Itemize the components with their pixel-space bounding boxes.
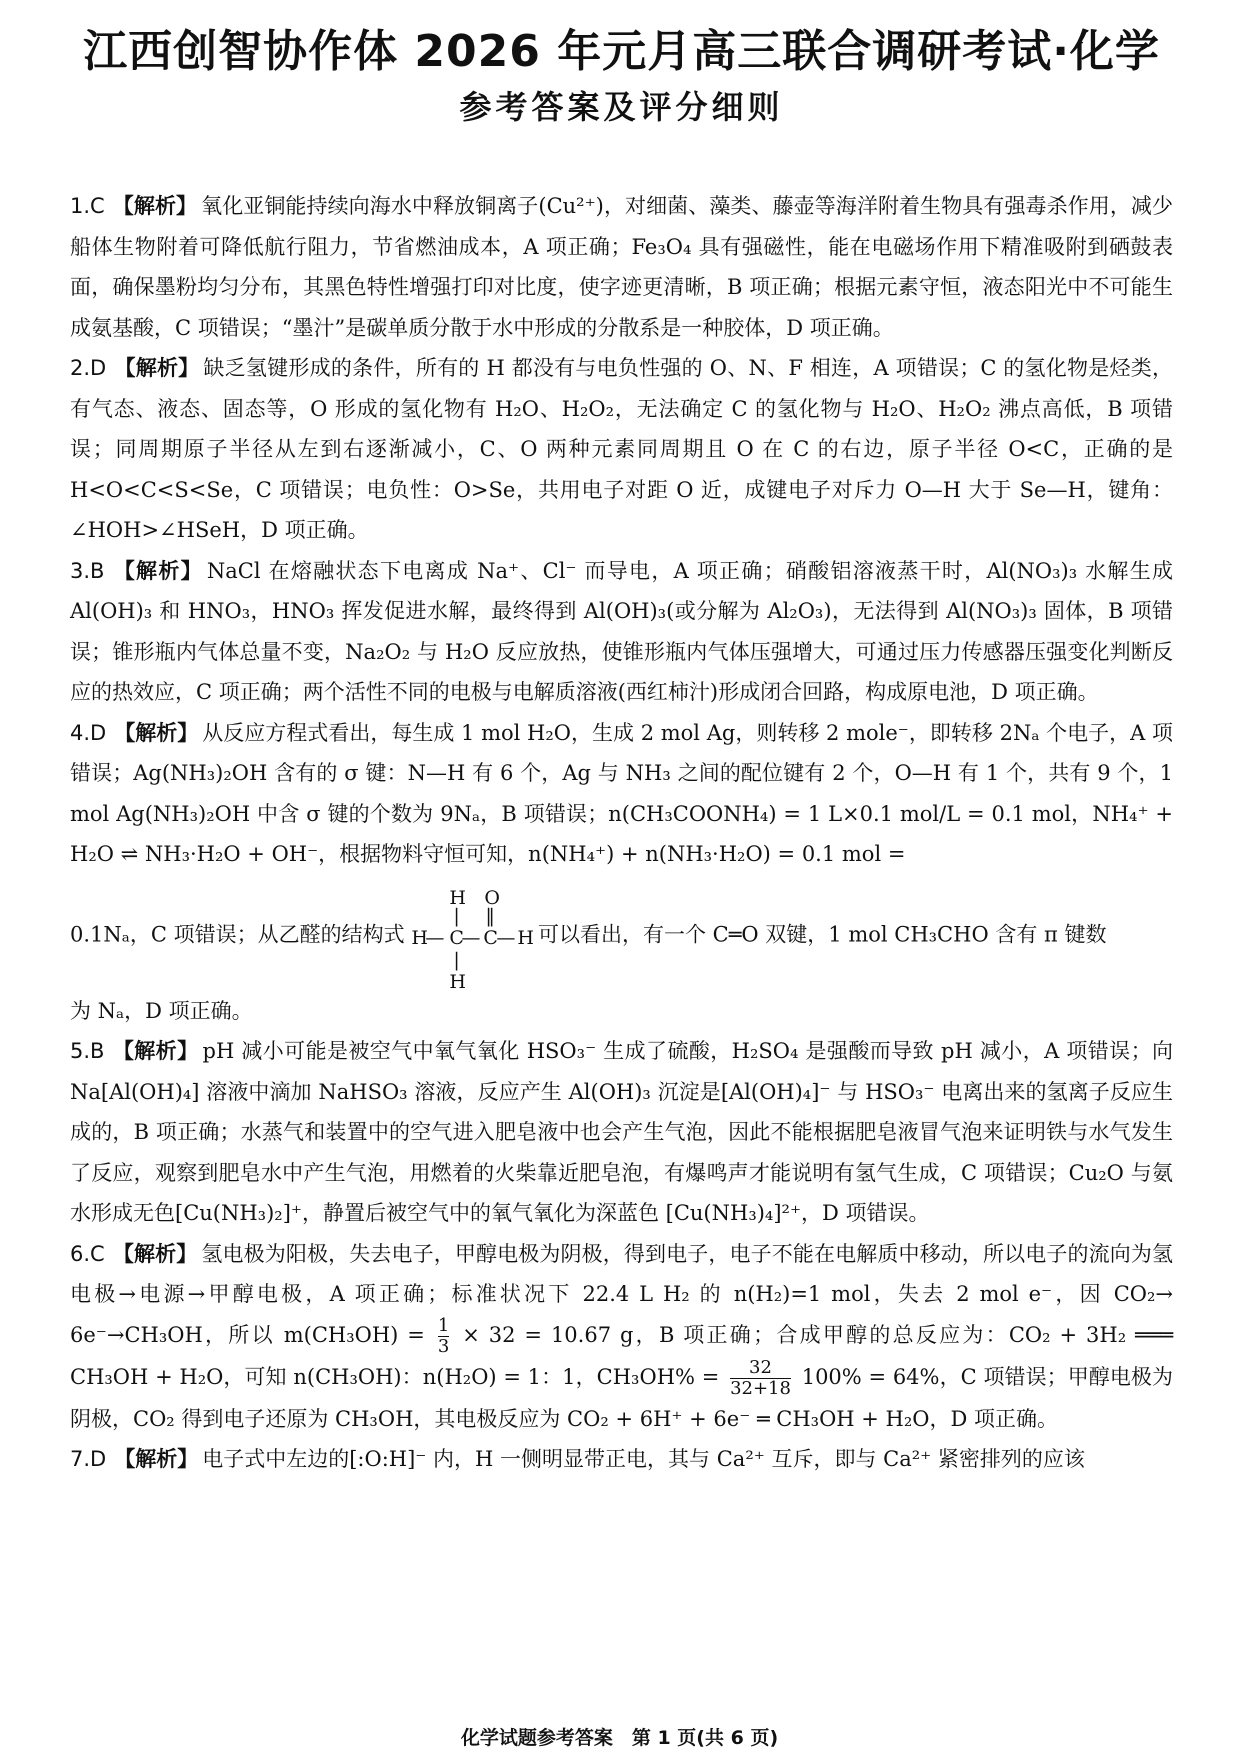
answer-text: NaCl 在熔融状态下电离成 Na⁺、Cl⁻ 而导电，A 项正确；硝酸铝溶液蒸干时，Al(NO₃)₃ 水解生成 Al(OH)₃ 和 HNO₃，HNO₃ 挥发促进水解，最终得到 Al(OH)₃(或分解为 Al₂O₃)，无法得到 Al(NO₃)₃ 固体，B 项错误；锥形瓶内气体总量不变，Na₂O₂ 与 H₂O 反应放热，使锥形瓶内气体压强增大，可通过压力传感器压强变化判断反应的热效应，C 项正确；两个活性不同的电极与电解质溶液(西红柿汁)形成闭合回路，构成原电池，D 项正确。 [70, 558, 1173, 704]
struct-atom: H [517, 926, 534, 949]
answer-number: 6.C [70, 1241, 105, 1266]
struct-atom: O [484, 886, 500, 909]
struct-atom: H [411, 926, 428, 949]
struct-bond: — [496, 926, 516, 949]
analysis-tag: 【解析】 [114, 356, 200, 380]
answer-text: 缺乏氢键形成的条件，所有的 H 都没有与电负性强的 O、N、F 相连，A 项错误；C 的氢化物是烃类，有气态、液态、固态等，O 形成的氢化物有 H₂O、H₂O₂，无法确定 C 的氢化物与 H₂O、H₂O₂ 沸点高低，B 项错误；同周期原子半径从左到右逐渐减小，C、O 两种元素同周期且 O 在 C 的右边，原子半径 O<C，正确的是 H<O<C<S<Se，C 项错误；电负性：O>Se，共用电子对距 O 近，成键电子对斥力 O—H 大于 Se—H，键角：∠HOH>∠HSeH，D 项正确。 [70, 356, 1173, 542]
answer-text: pH 减小可能是被空气中氧气氧化 HSO₃⁻ 生成了硫酸，H₂SO₄ 是强酸而导致 pH 减小，A 项错误；向 Na[Al(OH)₄] 溶液中滴加 NaHSO₃ 溶液，反应产生 Al(OH)₃ 沉淀是[Al(OH)₄]⁻ 与 HSO₃⁻ 电离出来的氢离子反应生成的，B 项正确；水蒸气和装置中的空气进入肥皂液中也会产生气泡，因此不能根据肥皂液冒气泡来证明铁与水气发生了反应，观察到肥皂水中产生气泡，用燃着的火柴靠近肥皂泡，有爆鸣声才能说明有氢气生成，C 项错误；Cu₂O 与氨水形成无色[Cu(NH₃)₂]⁺，静置后被空气中的氧气氧化为深蓝色 [Cu(NH₃)₄]²⁺，D 项错误。 [70, 1039, 1174, 1225]
answer-text: 可以看出，有一个 C═O 双键，1 mol CH₃CHO 含有 π 键数 [538, 922, 1107, 946]
page-footer: 化学试题参考答案 第 1 页(共 6 页) [460, 1727, 779, 1749]
struct-bond: | [453, 948, 460, 971]
acetaldehyde-structure [411, 881, 534, 993]
analysis-tag: 【解析】 [112, 1241, 198, 1266]
answer-item-1 [70, 186, 1173, 348]
page-title: 江西创智协作体 2026 年元月高三联合调研考试·化学 [83, 26, 1160, 77]
structure-line [70, 881, 1173, 991]
struct-bond: ‖ [485, 904, 495, 927]
lewis-structure: :O:H [357, 1447, 408, 1471]
answer-text: 电子式中左边的[ [202, 1447, 358, 1471]
analysis-tag: 【解析】 [114, 1447, 199, 1471]
struct-bond: | [453, 904, 460, 927]
answer-text: 氧化亚铜能持续向海水中释放铜离子(Cu²⁺)，对细菌、藻类、藤壶等海洋附着生物具有强毒杀作用，减少船体生物附着可降低航行阻力，节省燃油成本，A 项正确；Fe₃O₄ 具有强磁性，能在电磁场作用下精准吸附到硒鼓表面，确保墨粉均匀分布，其黑色特性增强打印对比度，使字迹更清晰，B 项正确；根据元素守恒，液态阳光中不可能生成氨基酸，C 项错误；“墨汁”是碳单质分散于水中形成的分散系是一种胶体，D 项正确。 [70, 194, 1174, 340]
answer-list [70, 186, 1173, 1480]
answer-item-7 [70, 1439, 1173, 1480]
struct-atom: H [449, 970, 466, 993]
analysis-tag: 【解析】 [112, 1039, 199, 1063]
struct-atom: H [449, 886, 466, 909]
fraction-numerator: 32 [749, 1356, 772, 1378]
answer-number: 5.B [70, 1039, 105, 1063]
struct-atom: C [483, 926, 498, 949]
struct-atom: C [449, 926, 464, 949]
answer-text: 为 Nₐ，D 项正确。 [70, 998, 253, 1023]
analysis-tag: 【解析】 [114, 720, 199, 745]
answer-item-5 [70, 1031, 1173, 1234]
struct-bond: — [461, 926, 481, 949]
answer-number: 7.D [70, 1447, 107, 1471]
answer-number: 4.D [70, 720, 107, 745]
answer-text: 0.1Nₐ，C 项错误；从乙醛的结构式 [70, 922, 405, 946]
answer-item-4 [70, 713, 1173, 1032]
fraction [730, 1358, 791, 1399]
analysis-tag: 【解析】 [112, 558, 203, 583]
answer-text: ]⁻ 内，H 一侧明显带正电，其与 Ca²⁺ 互斥，即与 Ca²⁺ 紧密排列的应该 [407, 1447, 1085, 1471]
struct-bond: — [425, 926, 445, 949]
answer-item-3 [70, 551, 1173, 713]
fraction-numerator: 1 [437, 1314, 450, 1336]
analysis-tag: 【解析】 [112, 194, 198, 218]
answer-number: 2.D [70, 356, 107, 380]
answer-number: 1.C [70, 194, 105, 218]
answer-text: 100% = 64%，C 项错误；甲醇电极为阴极，CO₂ 得到电子还原为 CH₃OH，其电极反应为 CO₂ + 6H⁺ + 6e⁻ ═ CH₃OH + H₂O，D 项正确。 [70, 1364, 1173, 1431]
page-subtitle: 参考答案及评分细则 [459, 88, 784, 126]
answer-item-6 [70, 1234, 1173, 1440]
answer-text: × 32 = 10.67 g，B 项正确；合成甲醇的总反应为：CO₂ + 3H₂ ═══ CH₃OH + H₂O，可知 n(CH₃OH)：n(H₂O) = 1：1，CH₃OH% = [70, 1322, 1173, 1389]
answer-text: 氢电极为阳极，失去电子，甲醇电极为阴极，得到电子，电子不能在电解质中移动，所以电子的流向为氢电极→电源→甲醇电极，A 项正确；标准状况下 22.4 L H₂ 的 n(H₂)=1 mol，失去 2 mol e⁻，因 CO₂→ 6e⁻→CH₃OH，所以 m(CH₃OH) = [70, 1241, 1174, 1347]
fraction-denominator: 32+18 [730, 1377, 791, 1399]
fraction [438, 1316, 449, 1357]
fraction-denominator: 3 [437, 1335, 450, 1357]
answer-number: 3.B [70, 558, 105, 583]
answer-text: 从反应方程式看出，每生成 1 mol H₂O，生成 2 mol Ag，则转移 2 mole⁻，即转移 2Nₐ 个电子，A 项错误；Ag(NH₃)₂OH 含有的 σ 键：N—H 有 6 个，Ag 与 NH₃ 之间的配位键有 2 个，O—H 有 1 个，共有 9 个，1 mol Ag(NH₃)₂OH 中含 σ 键的个数为 9Nₐ，B 项错误；n(CH₃COONH₄) = 1 L×0.1 mol/L = 0.1 mol，NH₄⁺ + H₂O ⇌ NH₃·H₂O + OH⁻，根据物料守恒可知，n(NH₄⁺) + n(NH₃·H₂O) = 0.1 mol = [70, 720, 1173, 866]
answer-item-2 [70, 348, 1173, 551]
